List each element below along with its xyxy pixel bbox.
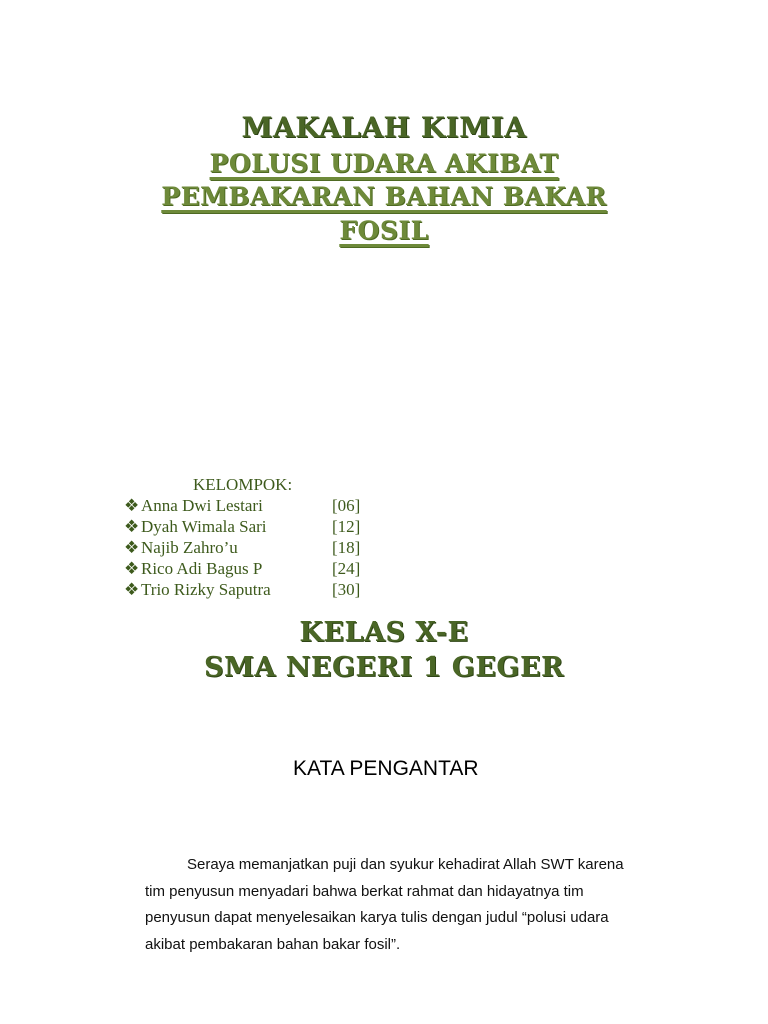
diamond-bullet-icon: ❖ [124,580,140,599]
preface-line-1: Seraya memanjatkan puji dan syukur kehadirat Allah SWT karena [187,856,624,873]
diamond-bullet-icon: ❖ [124,538,140,557]
preface-line-2: tim penyusun menyadari bahwa berkat rahmat dan hidayatnya tim [145,883,584,900]
subtitle-line-2: PEMBAKARAN BAHAN BAKAR [161,182,607,211]
preface-line-4: akibat pembakaran bahan bakar fosil”. [145,936,401,953]
diamond-bullet-icon: ❖ [124,559,140,578]
subtitle-line-1: POLUSI UDARA AKIBAT [209,149,559,178]
preface-line-3: penyusun dapat menyelesaikan karya tulis dengan judul “polusi udara [145,909,609,926]
member-name: Rico Adi Bagus P [141,559,263,578]
list-item [124,579,360,600]
list-item [124,495,360,516]
diamond-bullet-icon: ❖ [124,517,140,536]
preface-heading: KATA PENGANTAR [293,757,479,780]
group-label: KELOMPOK: [193,475,293,494]
member-number: [30] [332,580,361,599]
member-name: Trio Rizky Saputra [141,580,271,599]
subtitle-line-3: FOSIL [339,216,429,245]
member-number: [06] [332,496,361,515]
member-list [124,495,360,600]
list-item [124,516,360,537]
member-number: [24] [332,559,361,578]
list-item [124,537,360,558]
member-number: [18] [332,538,361,557]
member-name: Anna Dwi Lestari [141,496,263,515]
diamond-bullet-icon: ❖ [124,496,140,515]
school-heading: SMA NEGERI 1 GEGER [204,652,564,683]
member-name: Dyah Wimala Sari [141,517,267,536]
member-number: [12] [332,517,361,536]
class-heading: KELAS X-E [299,617,469,648]
document-title: MAKALAH KIMIA [241,111,527,144]
list-item [124,558,360,579]
member-name: Najib Zahro’u [141,538,238,557]
